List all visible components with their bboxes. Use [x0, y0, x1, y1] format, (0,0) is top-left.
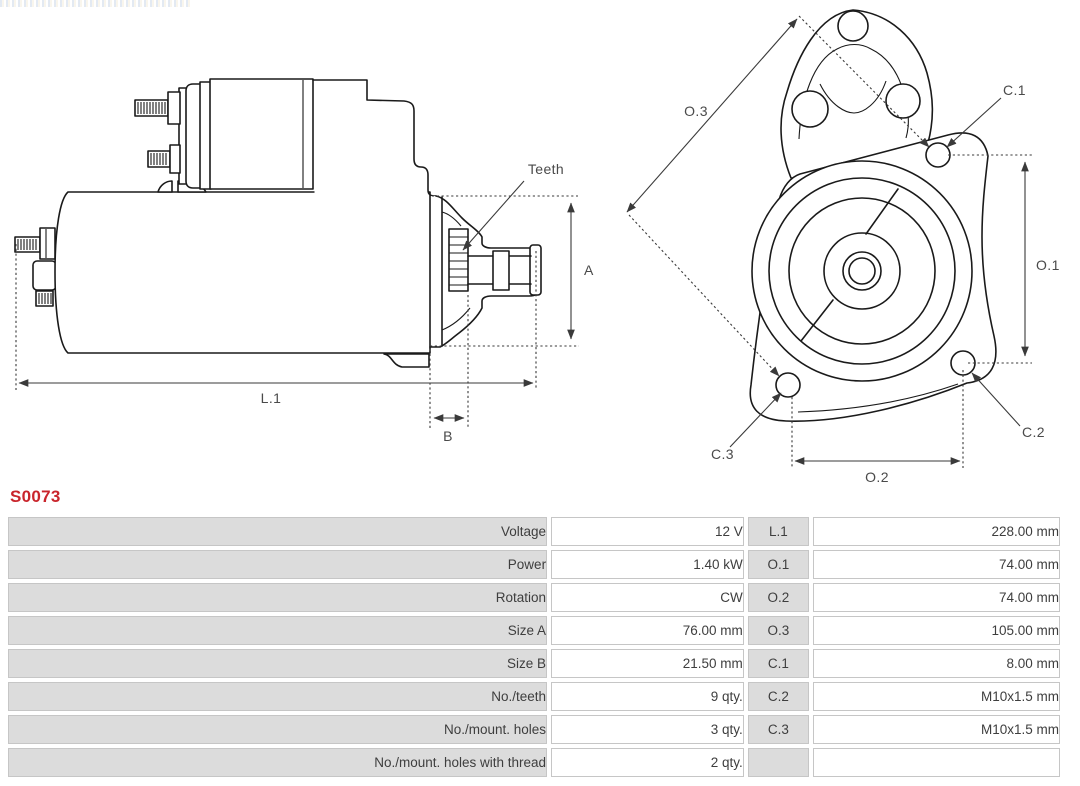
bracket-hole-left	[792, 91, 828, 127]
spec-row	[8, 715, 1060, 744]
terminal-studs	[15, 228, 56, 306]
hole-c1	[926, 143, 950, 167]
spec-value: 1.40 kW	[551, 550, 744, 579]
spec-dim-label: O.2	[748, 583, 809, 612]
spec-dim-label: O.3	[748, 616, 809, 645]
spec-dim-value: M10x1.5 mm	[813, 682, 1060, 711]
spec-value: 3 qty.	[551, 715, 744, 744]
spec-dim-label: L.1	[748, 517, 809, 546]
spec-dim-value: 74.00 mm	[813, 550, 1060, 579]
spec-value: 76.00 mm	[551, 616, 744, 645]
spec-row	[8, 550, 1060, 579]
spec-row	[8, 682, 1060, 711]
teeth-label: Teeth	[527, 161, 565, 177]
bracket-hole-right	[886, 84, 920, 118]
dim-label-b: B	[443, 428, 453, 444]
spec-dim-value	[813, 748, 1060, 777]
spec-dim-label	[748, 748, 809, 777]
spec-dim-label: O.1	[748, 550, 809, 579]
spec-value: 12 V	[551, 517, 744, 546]
spec-label: Size B	[8, 649, 547, 678]
spec-table	[4, 513, 1064, 781]
dim-label-c2: C.2	[1022, 424, 1045, 440]
spec-label: No./teeth	[8, 682, 547, 711]
dim-label-l1: L.1	[260, 390, 282, 406]
side-view	[15, 79, 594, 444]
dim-label-o3: O.3	[684, 103, 708, 119]
housing-lip	[384, 354, 429, 367]
spec-row	[8, 583, 1060, 612]
spec-dim-value: 105.00 mm	[813, 616, 1060, 645]
spec-label: No./mount. holes	[8, 715, 547, 744]
spec-label: Size A	[8, 616, 547, 645]
bracket-hole-top	[838, 11, 868, 41]
spec-row	[8, 517, 1060, 546]
spec-dim-label: C.1	[748, 649, 809, 678]
spec-value: CW	[551, 583, 744, 612]
solenoid	[135, 79, 313, 189]
spec-dim-value: 8.00 mm	[813, 649, 1060, 678]
spec-dim-label: C.2	[748, 682, 809, 711]
hole-c3	[776, 373, 800, 397]
spec-label: Power	[8, 550, 547, 579]
spec-row	[8, 649, 1060, 678]
spec-dim-value: 228.00 mm	[813, 517, 1060, 546]
front-view	[627, 10, 1060, 485]
part-number: S0073	[10, 487, 61, 506]
dim-label-a: A	[584, 262, 594, 278]
spec-dim-label: C.3	[748, 715, 809, 744]
hub-circle	[824, 233, 900, 309]
spec-label: Voltage	[8, 517, 547, 546]
dim-label-c3: C.3	[711, 446, 734, 462]
dim-label-o1: O.1	[1036, 257, 1060, 273]
spec-label: No./mount. holes with thread	[8, 748, 547, 777]
spec-row	[8, 616, 1060, 645]
spec-value: 9 qty.	[551, 682, 744, 711]
spec-label: Rotation	[8, 583, 547, 612]
spec-value: 2 qty.	[551, 748, 744, 777]
spec-dim-value: 74.00 mm	[813, 583, 1060, 612]
spec-dim-value: M10x1.5 mm	[813, 715, 1060, 744]
spec-value: 21.50 mm	[551, 649, 744, 678]
motor-body	[55, 192, 430, 353]
spec-row	[8, 748, 1060, 777]
dim-label-o2: O.2	[865, 469, 889, 485]
dim-label-c1: C.1	[1003, 82, 1026, 98]
